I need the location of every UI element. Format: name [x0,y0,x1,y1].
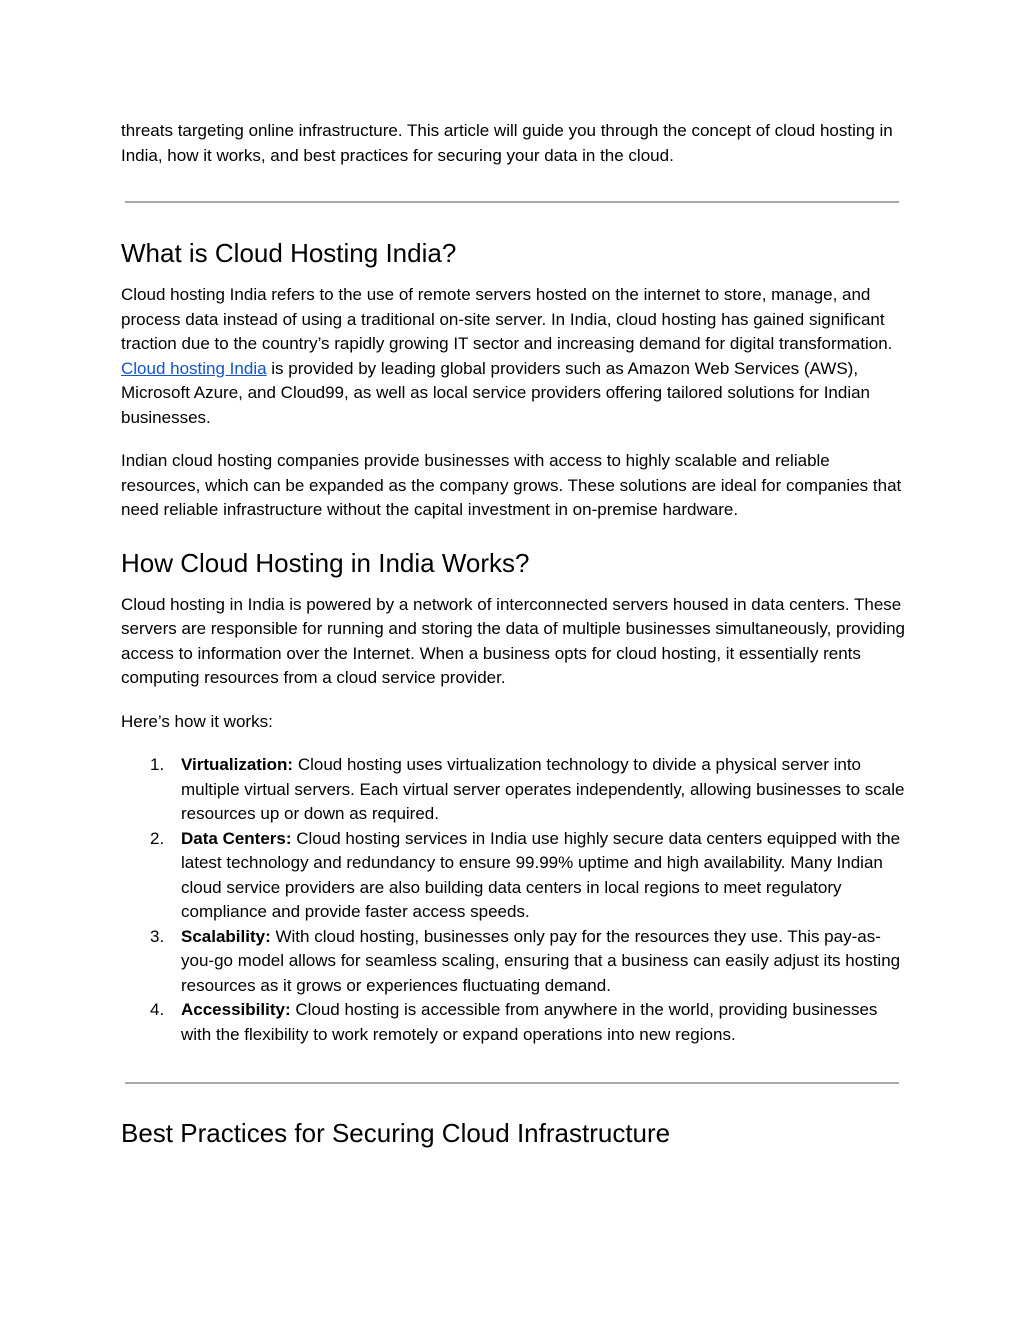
list-lead-text: Here’s how it works: [121,711,273,731]
what-is-text-after-link: is provided by leading global providers such as Amazon Web Services (AWS), Microsoft Azure, and Cloud99, as well as local service providers offering tailored solutions for Indian businesses. [121,358,871,427]
list-item-term: Accessibility: [181,1000,291,1019]
horizontal-divider [125,201,899,203]
list-item-term: Virtualization: [181,755,294,774]
how-it-works-paragraph: Cloud hosting in India is powered by a network of interconnected servers housed in data centers. These servers are responsible for running and storing the data of multiple businesses simultaneously, providing access to information over the Internet. When a business opts for cloud hosting, it essentially rents computing resources from a cloud service provider. [121,594,906,687]
section-heading-what-is: What is Cloud Hosting India? [121,238,457,268]
intro-paragraph: threats targeting online infrastructure. This article will guide you through the concept of cloud hosting in India, how it works, and best practices for securing your data in the cloud. [121,121,893,165]
list-item-term: Scalability: [181,926,271,946]
section-heading-how-it-works: How Cloud Hosting in India Works? [121,547,530,578]
list-item-text: Cloud hosting uses virtualization technology to divide a physical server into multiple virtual servers. Each virtual server operates independently, allowing businesses to scale resources up or down as required. [181,755,905,823]
list-item-text: Cloud hosting services in India use highly secure data centers equipped with the latest technology and redundancy to ensure 99.99% uptime and high availability. Many Indian cloud service providers are also building data centers in local regions to meet regulatory compliance and provide faster access speeds. [181,828,901,921]
document-page [121,119,911,1163]
list-item-number: 3. [150,926,165,946]
list-item-text: With cloud hosting, businesses only pay for the resources they use. This pay-as-you-go model allows for seamless scaling, ensuring that a business can easily adjust its hosting resources as it grows or experiences fluctuating demand. [181,926,901,995]
list-item [121,998,911,1047]
list-item-number: 4. [150,1000,165,1019]
how-it-works-list [121,753,911,1047]
list-item-number: 2. [150,828,165,848]
what-is-paragraph-2: Indian cloud hosting companies provide businesses with access to highly scalable and reliable resources, which can be expanded as the company grows. These solutions are ideal for companies that need reliable infrastructure without the capital investment in on-premise hardware. [121,451,902,519]
cloud-hosting-india-link[interactable]: Cloud hosting India [121,358,267,378]
list-item [121,827,911,925]
list-item-term: Data Centers: [181,828,292,848]
list-item-text: Cloud hosting is accessible from anywhere in the world, providing businesses with the flexibility to work remotely or expand operations into new regions. [181,1000,878,1044]
what-is-text-before-link: Cloud hosting India refers to the use of remote servers hosted on the internet to store, manage, and process data instead of using a traditional on-site server. In India, cloud hosting has gained significant traction due to the country’s rapidly growing IT sector and increasing demand for digital transformation. [121,285,893,353]
what-is-paragraph-1 [121,283,911,430]
section-heading-best-practices: Best Practices for Securing Cloud Infrastructure [121,1118,671,1148]
list-item [121,753,911,827]
list-item-number: 1. [150,755,165,774]
horizontal-divider [125,1082,899,1084]
list-item [121,925,911,999]
